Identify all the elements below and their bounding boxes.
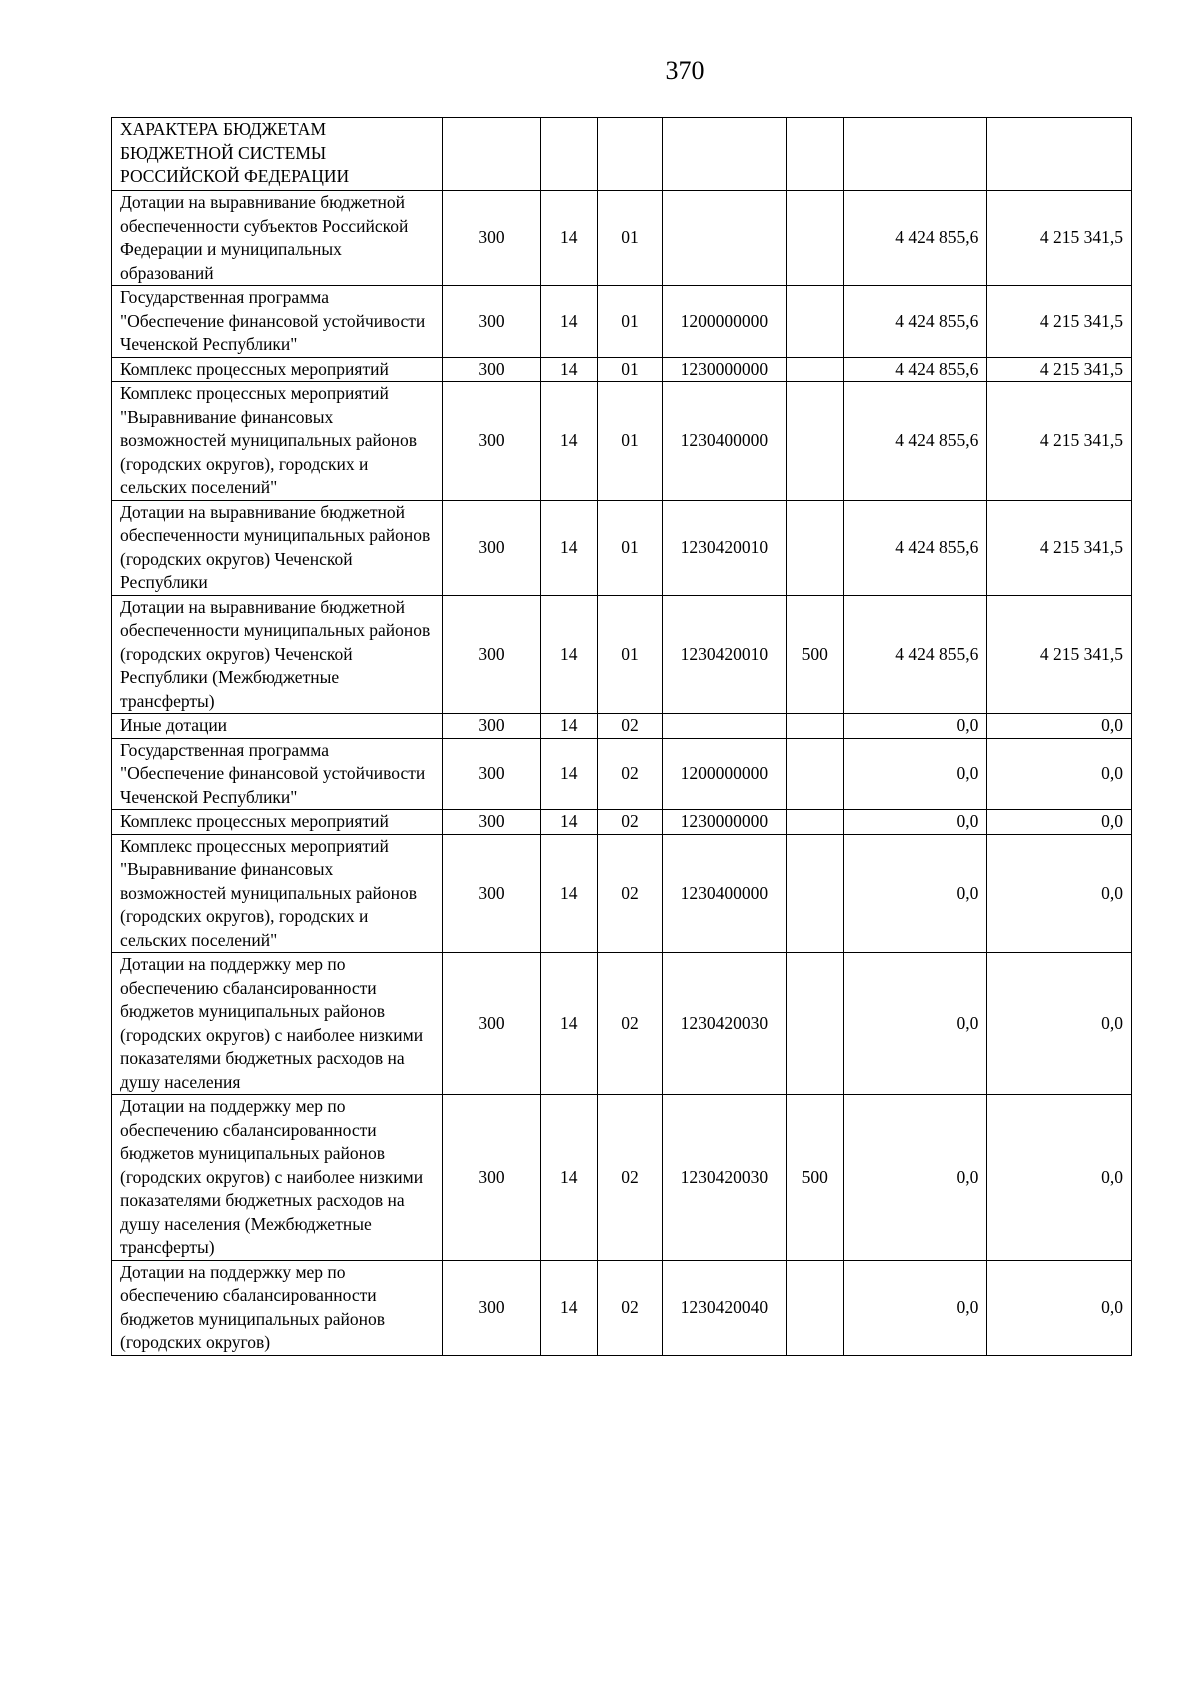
rz-cell: 14 xyxy=(540,382,597,501)
sum1-cell: 4 424 855,6 xyxy=(843,595,987,714)
csr-cell xyxy=(663,118,786,191)
table-body xyxy=(112,118,1132,1356)
sum2-cell: 4 215 341,5 xyxy=(987,500,1132,595)
gr-cell: 300 xyxy=(443,953,540,1095)
pr-cell: 02 xyxy=(597,1260,662,1355)
csr-cell xyxy=(663,191,786,286)
vr-cell xyxy=(786,953,843,1095)
sum1-cell: 4 424 855,6 xyxy=(843,191,987,286)
sum1-cell: 4 424 855,6 xyxy=(843,286,987,358)
sum1-cell: 0,0 xyxy=(843,714,987,739)
csr-cell: 1230420030 xyxy=(663,1095,786,1261)
rz-cell: 14 xyxy=(540,595,597,714)
sum1-cell: 0,0 xyxy=(843,953,987,1095)
vr-cell: 500 xyxy=(786,1095,843,1261)
sum1-cell: 4 424 855,6 xyxy=(843,357,987,382)
csr-cell: 1230420010 xyxy=(663,595,786,714)
sum2-cell: 4 215 341,5 xyxy=(987,286,1132,358)
csr-cell: 1230420030 xyxy=(663,953,786,1095)
pr-cell: 02 xyxy=(597,714,662,739)
vr-cell: 500 xyxy=(786,595,843,714)
sum2-cell: 0,0 xyxy=(987,738,1132,810)
gr-cell: 300 xyxy=(443,1095,540,1261)
gr-cell: 300 xyxy=(443,595,540,714)
csr-cell: 1230000000 xyxy=(663,357,786,382)
sum2-cell: 4 215 341,5 xyxy=(987,595,1132,714)
table-row xyxy=(112,286,1132,358)
sum2-cell: 0,0 xyxy=(987,834,1132,953)
pr-cell: 02 xyxy=(597,810,662,835)
sum2-cell: 4 215 341,5 xyxy=(987,382,1132,501)
gr-cell xyxy=(443,118,540,191)
table-row xyxy=(112,118,1132,191)
sum1-cell: 4 424 855,6 xyxy=(843,382,987,501)
vr-cell xyxy=(786,382,843,501)
sum1-cell: 0,0 xyxy=(843,1095,987,1261)
rz-cell: 14 xyxy=(540,1260,597,1355)
page-number: 370 xyxy=(665,56,705,85)
vr-cell xyxy=(786,118,843,191)
sum1-cell: 0,0 xyxy=(843,738,987,810)
gr-cell: 300 xyxy=(443,191,540,286)
sum1-cell xyxy=(843,118,987,191)
csr-cell: 1200000000 xyxy=(663,738,786,810)
table-row xyxy=(112,953,1132,1095)
table-row xyxy=(112,1260,1132,1355)
vr-cell xyxy=(786,191,843,286)
rz-cell: 14 xyxy=(540,191,597,286)
pr-cell: 01 xyxy=(597,286,662,358)
csr-cell: 1230420010 xyxy=(663,500,786,595)
sum2-cell xyxy=(987,118,1132,191)
rz-cell: 14 xyxy=(540,357,597,382)
pr-cell: 01 xyxy=(597,357,662,382)
table-row xyxy=(112,500,1132,595)
sum2-cell: 0,0 xyxy=(987,953,1132,1095)
rz-cell: 14 xyxy=(540,738,597,810)
gr-cell: 300 xyxy=(443,810,540,835)
row-name-cell: Дотации на выравнивание бюджетной обеспеченности муниципальных районов (городских округов) Чеченской Республики (Межбюджетные трансферты) xyxy=(112,595,443,714)
rz-cell: 14 xyxy=(540,834,597,953)
row-name-cell: Дотации на поддержку мер по обеспечению сбалансированности бюджетов муниципальных районов (городских округов) с наиболее низкими показателями бюджетных расходов на душу населения (Межбюджетные трансферты) xyxy=(112,1095,443,1261)
table-row xyxy=(112,738,1132,810)
csr-cell xyxy=(663,714,786,739)
pr-cell: 01 xyxy=(597,595,662,714)
pr-cell: 01 xyxy=(597,191,662,286)
csr-cell: 1230000000 xyxy=(663,810,786,835)
table-row xyxy=(112,834,1132,953)
pr-cell: 01 xyxy=(597,500,662,595)
pr-cell: 02 xyxy=(597,834,662,953)
sum1-cell: 0,0 xyxy=(843,1260,987,1355)
gr-cell: 300 xyxy=(443,1260,540,1355)
row-name-cell: Иные дотации xyxy=(112,714,443,739)
pr-cell: 02 xyxy=(597,953,662,1095)
pr-cell: 01 xyxy=(597,382,662,501)
row-name-cell: Комплекс процессных мероприятий "Выравнивание финансовых возможностей муниципальных районов (городских округов), городских и сельских поселений" xyxy=(112,382,443,501)
vr-cell xyxy=(786,810,843,835)
vr-cell xyxy=(786,834,843,953)
gr-cell: 300 xyxy=(443,738,540,810)
sum2-cell: 0,0 xyxy=(987,714,1132,739)
rz-cell: 14 xyxy=(540,953,597,1095)
row-name-cell: Дотации на выравнивание бюджетной обеспеченности муниципальных районов (городских округов) Чеченской Республики xyxy=(112,500,443,595)
row-name-cell: Комплекс процессных мероприятий xyxy=(112,357,443,382)
pr-cell xyxy=(597,118,662,191)
vr-cell xyxy=(786,357,843,382)
sum2-cell: 4 215 341,5 xyxy=(987,357,1132,382)
row-name-cell: Комплекс процессных мероприятий "Выравнивание финансовых возможностей муниципальных районов (городских округов), городских и сельских поселений" xyxy=(112,834,443,953)
gr-cell: 300 xyxy=(443,382,540,501)
csr-cell: 1230420040 xyxy=(663,1260,786,1355)
gr-cell: 300 xyxy=(443,834,540,953)
vr-cell xyxy=(786,286,843,358)
rz-cell: 14 xyxy=(540,500,597,595)
sum2-cell: 0,0 xyxy=(987,1260,1132,1355)
rz-cell: 14 xyxy=(540,286,597,358)
sum2-cell: 0,0 xyxy=(987,810,1132,835)
rz-cell: 14 xyxy=(540,1095,597,1261)
vr-cell xyxy=(786,738,843,810)
row-name-cell: Дотации на поддержку мер по обеспечению сбалансированности бюджетов муниципальных районов (городских округов) xyxy=(112,1260,443,1355)
table-row xyxy=(112,714,1132,739)
row-name-cell: ХАРАКТЕРА БЮДЖЕТАМ БЮДЖЕТНОЙ СИСТЕМЫ РОССИЙСКОЙ ФЕДЕРАЦИИ xyxy=(112,118,443,191)
gr-cell: 300 xyxy=(443,500,540,595)
sum2-cell: 4 215 341,5 xyxy=(987,191,1132,286)
row-name-cell: Государственная программа "Обеспечение финансовой устойчивости Чеченской Республики" xyxy=(112,286,443,358)
csr-cell: 1200000000 xyxy=(663,286,786,358)
rz-cell: 14 xyxy=(540,810,597,835)
table-row xyxy=(112,382,1132,501)
pr-cell: 02 xyxy=(597,738,662,810)
gr-cell: 300 xyxy=(443,357,540,382)
csr-cell: 1230400000 xyxy=(663,382,786,501)
row-name-cell: Дотации на поддержку мер по обеспечению сбалансированности бюджетов муниципальных районов (городских округов) с наиболее низкими показателями бюджетных расходов на душу населения xyxy=(112,953,443,1095)
table-row xyxy=(112,1095,1132,1261)
sum1-cell: 4 424 855,6 xyxy=(843,500,987,595)
table-row xyxy=(112,191,1132,286)
sum2-cell: 0,0 xyxy=(987,1095,1132,1261)
table-row xyxy=(112,810,1132,835)
gr-cell: 300 xyxy=(443,286,540,358)
row-name-cell: Комплекс процессных мероприятий xyxy=(112,810,443,835)
sum1-cell: 0,0 xyxy=(843,834,987,953)
rz-cell xyxy=(540,118,597,191)
budget-table xyxy=(111,117,1132,1356)
csr-cell: 1230400000 xyxy=(663,834,786,953)
row-name-cell: Государственная программа "Обеспечение финансовой устойчивости Чеченской Республики" xyxy=(112,738,443,810)
vr-cell xyxy=(786,714,843,739)
vr-cell xyxy=(786,500,843,595)
pr-cell: 02 xyxy=(597,1095,662,1261)
row-name-cell: Дотации на выравнивание бюджетной обеспеченности субъектов Российской Федерации и муниципальных образований xyxy=(112,191,443,286)
gr-cell: 300 xyxy=(443,714,540,739)
rz-cell: 14 xyxy=(540,714,597,739)
vr-cell xyxy=(786,1260,843,1355)
table-row xyxy=(112,595,1132,714)
sum1-cell: 0,0 xyxy=(843,810,987,835)
table-row xyxy=(112,357,1132,382)
